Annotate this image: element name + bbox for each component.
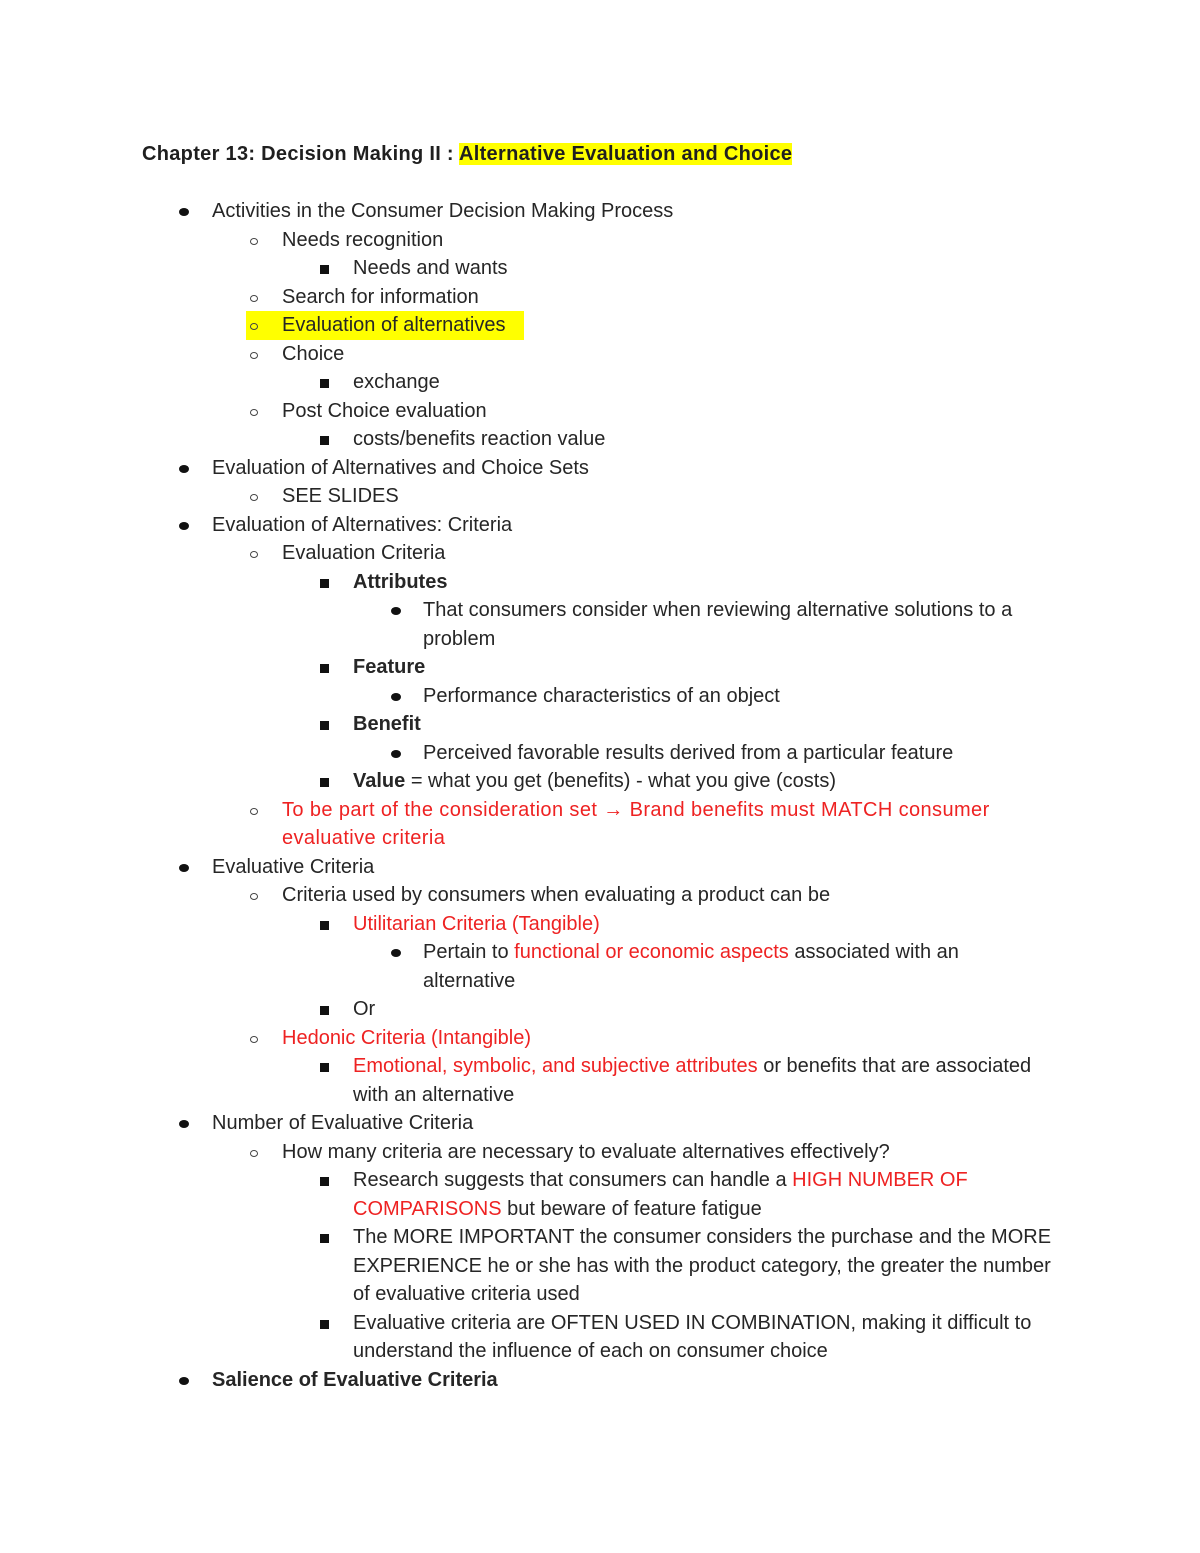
list-item: Attributes	[0, 568, 1200, 597]
bullet-circle-icon	[246, 283, 262, 312]
list-item: Activities in the Consumer Decision Making Process	[0, 197, 1200, 226]
list-item-highlighted: Evaluation of alternatives	[0, 311, 1200, 340]
list-item: Evaluative Criteria	[0, 853, 1200, 882]
list-item: That consumers consider when reviewing alternative solutions to a problem	[0, 596, 1200, 653]
list-item: Needs recognition	[0, 226, 1200, 255]
bullet-square-icon	[316, 767, 332, 796]
list-item: Salience of Evaluative Criteria	[0, 1366, 1200, 1395]
bullet-dot-icon	[388, 682, 404, 711]
list-item: Evaluative criteria are OFTEN USED IN COMBINATION, making it difficult to understand the influence of each on consumer choice	[0, 1309, 1200, 1366]
bullet-square-icon	[316, 1166, 332, 1195]
bullet-square-icon	[316, 368, 332, 397]
list-item: Evaluation of Alternatives: Criteria	[0, 511, 1200, 540]
list-item: How many criteria are necessary to evaluate alternatives effectively?	[0, 1138, 1200, 1167]
bullet-circle-icon	[246, 796, 262, 825]
bullet-circle-icon	[246, 539, 262, 568]
list-item: Choice	[0, 340, 1200, 369]
value-term: Value	[353, 770, 406, 792]
list-item: Search for information	[0, 283, 1200, 312]
list-item: Evaluation Criteria	[0, 539, 1200, 568]
bullet-circle-icon	[246, 881, 262, 910]
page-title	[142, 139, 792, 169]
list-item: Criteria used by consumers when evaluating a product can be	[0, 881, 1200, 910]
title-plain: Chapter 13: Decision Making II :	[142, 143, 459, 165]
bullet-dot-icon	[176, 853, 192, 882]
bullet-dot-icon	[388, 739, 404, 768]
bullet-square-icon	[316, 1052, 332, 1081]
list-item: Pertain to functional or economic aspects associated with an alternative	[0, 938, 1200, 995]
list-item: costs/benefits reaction value	[0, 425, 1200, 454]
bullet-dot-icon	[176, 454, 192, 483]
list-item: Performance characteristics of an object	[0, 682, 1200, 711]
bullet-square-icon	[316, 995, 332, 1024]
list-item	[0, 767, 1200, 796]
bullet-dot-icon	[176, 511, 192, 540]
bullet-square-icon	[316, 1223, 332, 1252]
list-item: Perceived favorable results derived from a particular feature	[0, 739, 1200, 768]
bullet-circle-icon	[246, 340, 262, 369]
bullet-circle-icon	[246, 311, 262, 340]
title-highlight: Alternative Evaluation and Choice	[459, 143, 793, 165]
bullet-square-icon	[316, 254, 332, 283]
value-definition: = what you get (benefits) - what you give (costs)	[405, 770, 837, 792]
bullet-dot-icon	[176, 1109, 192, 1138]
list-item: To be part of the consideration set → Brand benefits must MATCH consumer evaluative criteria	[0, 796, 1200, 853]
bullet-circle-icon	[246, 482, 262, 511]
list-item: Or	[0, 995, 1200, 1024]
list-item: Emotional, symbolic, and subjective attributes or benefits that are associated with an alternative	[0, 1052, 1200, 1109]
list-item: Feature	[0, 653, 1200, 682]
bullet-square-icon	[316, 568, 332, 597]
outline-list	[0, 197, 1200, 1394]
bullet-dot-icon	[388, 938, 404, 967]
list-item: Number of Evaluative Criteria	[0, 1109, 1200, 1138]
bullet-dot-icon	[176, 197, 192, 226]
list-item: Post Choice evaluation	[0, 397, 1200, 426]
bullet-circle-icon	[246, 1138, 262, 1167]
list-item: Research suggests that consumers can handle a HIGH NUMBER OF COMPARISONS but beware of feature fatigue	[0, 1166, 1200, 1223]
list-item: Benefit	[0, 710, 1200, 739]
list-item: The MORE IMPORTANT the consumer considers the purchase and the MORE EXPERIENCE he or she has with the product category, the greater the number of evaluative criteria used	[0, 1223, 1200, 1309]
bullet-dot-icon	[176, 1366, 192, 1395]
list-item: Utilitarian Criteria (Tangible)	[0, 910, 1200, 939]
bullet-circle-icon	[246, 226, 262, 255]
list-item: exchange	[0, 368, 1200, 397]
bullet-square-icon	[316, 1309, 332, 1338]
list-item: Hedonic Criteria (Intangible)	[0, 1024, 1200, 1053]
list-item: SEE SLIDES	[0, 482, 1200, 511]
bullet-square-icon	[316, 425, 332, 454]
bullet-square-icon	[316, 710, 332, 739]
list-item: Needs and wants	[0, 254, 1200, 283]
bullet-circle-icon	[246, 397, 262, 426]
bullet-dot-icon	[388, 596, 404, 625]
bullet-square-icon	[316, 910, 332, 939]
bullet-circle-icon	[246, 1024, 262, 1053]
bullet-square-icon	[316, 653, 332, 682]
list-item: Evaluation of Alternatives and Choice Sets	[0, 454, 1200, 483]
